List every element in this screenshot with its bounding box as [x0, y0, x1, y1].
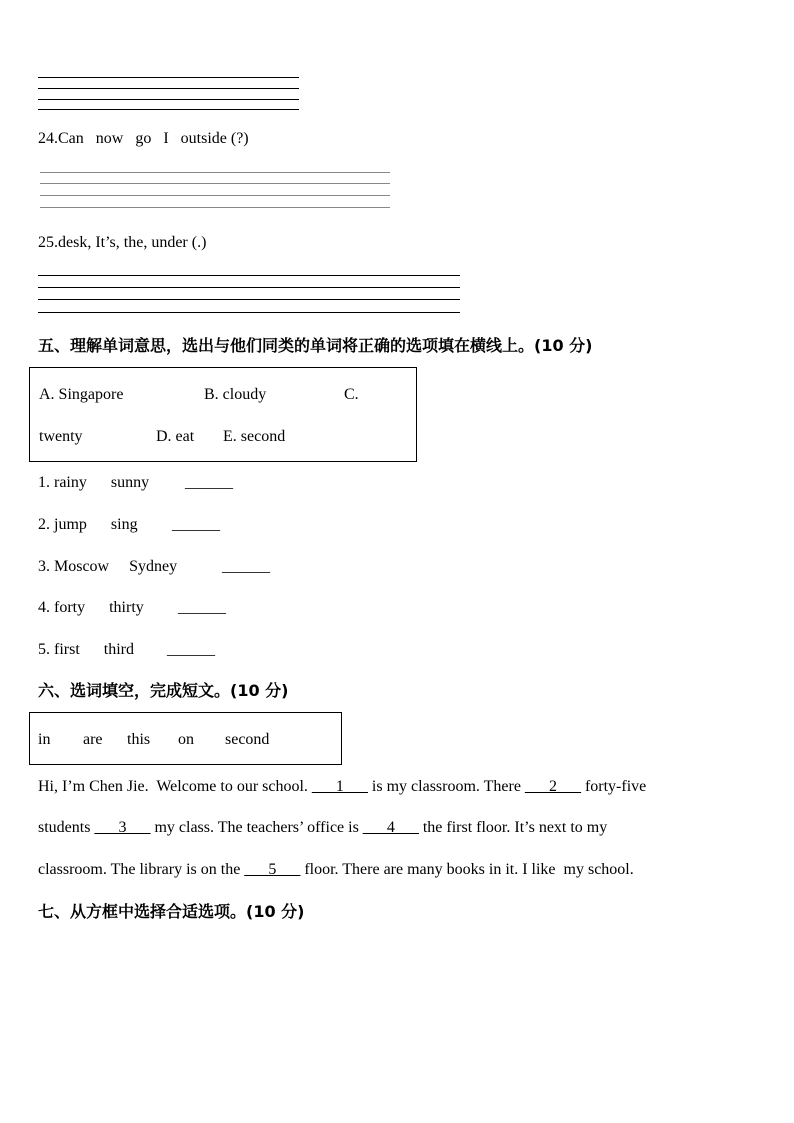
section-5-item-3-blank[interactable]: ______: [222, 558, 270, 575]
section-5-heading: 五、理解单词意思，选出与他们同类的单词将正确的选项填在横线上。(10 分): [38, 336, 593, 355]
q24-answer-line-1[interactable]: [40, 172, 390, 173]
section-5-item-3: 3. Moscow Sydney: [38, 558, 178, 575]
section-5-item-4: 4. forty thirty: [38, 599, 144, 616]
word-option: on: [178, 731, 194, 748]
passage-text: my class. The teachers’ office is: [150, 819, 363, 836]
blank-5[interactable]: ___5___: [244, 861, 301, 878]
q25-answer-line-3[interactable]: [38, 299, 460, 300]
passage-line-1: [38, 777, 646, 797]
section-5-item-5-blank[interactable]: ______: [167, 641, 215, 658]
section-5-item-1-blank[interactable]: ______: [185, 474, 233, 491]
option-d: D. eat: [156, 428, 195, 445]
blank-4[interactable]: ___4___: [362, 819, 419, 836]
blank-2[interactable]: ___2___: [524, 778, 581, 795]
blank-1[interactable]: ___1___: [311, 778, 368, 795]
word-option: second: [225, 731, 270, 748]
passage-text: floor. There are many books in it. I like my school.: [300, 861, 634, 878]
q23-answer-line-2[interactable]: [38, 88, 299, 89]
q23-answer-line-4[interactable]: [38, 109, 299, 110]
word-option: in: [38, 731, 51, 748]
passage-line-3: [38, 860, 634, 880]
blank-3[interactable]: ___3___: [94, 819, 151, 836]
q23-answer-line-3[interactable]: [38, 99, 299, 100]
q23-answer-line-1[interactable]: [38, 77, 299, 78]
q25-answer-line-1[interactable]: [38, 275, 460, 276]
passage-text: is my classroom. There: [367, 778, 525, 795]
option-c-continued: twenty: [39, 428, 83, 445]
section-5-item-1: 1. rainy sunny: [38, 474, 150, 491]
question-25: 25.desk, It’s, the, under (.): [38, 234, 207, 251]
section-5-item-4-blank[interactable]: ______: [178, 599, 226, 616]
word-option: this: [127, 731, 151, 748]
section-5-item-2-blank[interactable]: ______: [172, 516, 220, 533]
q25-answer-line-2[interactable]: [38, 287, 460, 288]
q24-answer-line-4[interactable]: [40, 207, 390, 208]
passage-text: classroom. The library is on the: [38, 861, 245, 878]
section-6-word-box: [29, 712, 342, 765]
section-6-heading: 六、选词填空，完成短文。(10 分): [38, 681, 289, 700]
option-a: A. Singapore: [39, 386, 124, 403]
passage-text: students: [38, 819, 95, 836]
option-c: C.: [344, 386, 359, 403]
word-option: are: [83, 731, 103, 748]
passage-line-2: [38, 818, 607, 838]
passage-text: the first floor. It’s next to my: [418, 819, 608, 836]
passage-text: Hi, I’m Chen Jie. Welcome to our school.: [38, 778, 312, 795]
option-b: B. cloudy: [204, 386, 267, 403]
section-5-options-box: [29, 367, 417, 462]
section-5-item-5: 5. first third: [38, 641, 134, 658]
q25-answer-line-4[interactable]: [38, 312, 460, 313]
passage-text: forty-five: [580, 778, 647, 795]
question-24: 24.Can now go I outside (?): [38, 130, 249, 147]
section-5-item-2: 2. jump sing: [38, 516, 138, 533]
q24-answer-line-2[interactable]: [40, 183, 390, 184]
q24-answer-line-3[interactable]: [40, 195, 390, 196]
section-7-heading: 七、从方框中选择合适选项。(10 分): [38, 902, 305, 921]
option-e: E. second: [223, 428, 286, 445]
